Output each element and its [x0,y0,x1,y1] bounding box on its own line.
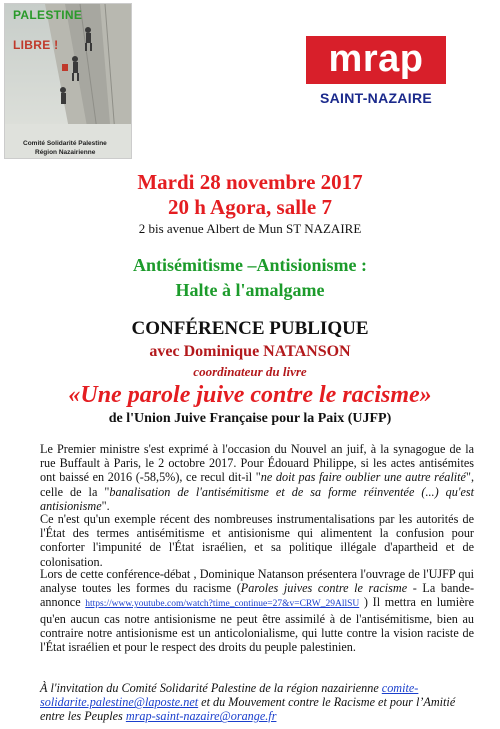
email-link-comite[interactable]: comite-solidarite.palestine@laposte.net [40,681,419,710]
logo-box [306,36,446,84]
footer-invitation [40,681,474,724]
wall-illustration [5,4,132,159]
poster-subtitle-line1: Comité Solidarité Palestine [23,140,107,147]
title-line2: Halte à l'amalgame [175,280,325,300]
logo-city: SAINT-NAZAIRE [319,90,432,106]
event-date: Mardi 28 novembre 2017 [137,170,363,194]
footer-text-a: À l'invitation du Comité Solidarité Palestine de la région nazairienne [40,681,382,695]
poster-title-line1: PALESTINE [13,8,83,22]
p3-text-a: Lors de cette conférence-débat , Dominique Natanson présentera l'ouvrage de l'UJFP qui analyse toutes les formes du racisme ( [40,567,474,596]
speaker-role: coordinateur du livre [193,364,307,379]
p1-text-c: ". [101,498,110,513]
book-title: «Une parole juive contre le racisme» [68,382,432,408]
poster-title-line2: LIBRE ! [13,38,59,52]
trailer-link[interactable]: https://www.youtube.com/watch?time_continue=27&v=CRW_29AllSU [85,599,360,610]
p3-text-b: - La bande-annonce [40,581,475,610]
p1-text-a: Le Premier ministre s'est exprimé à l'occasion du Nouvel an juif, à la synagogue de la rue Buffault à Paris, le 2 octobre 2017. Pour Édouard Philippe, si les actes antisémites ont baissé en 2016 (-58,5%), ce recul dit-il " [40,442,474,485]
event-address: 2 bis avenue Albert de Mun ST NAZAIRE [138,221,362,236]
conference-speaker: avec Dominique NATANSON [149,343,351,360]
poster-subtitle-line2: Région Nazairienne [35,149,96,156]
p3-book-title: Paroles juives contre le racisme [240,581,408,596]
logo-name: mrap [328,38,424,80]
email-link-mrap[interactable]: mrap-saint-nazaire@orange.fr [125,709,277,724]
mrap-logo [300,36,452,110]
paragraph-3 [40,567,474,654]
conference-heading: CONFÉRENCE PUBLIQUE [131,318,369,339]
title-line1: Antisémitisme –Antisionisme : [133,255,367,275]
paragraph-2: Ce n'est qu'un exemple récent des nombreuses instrumentalisations par les autorités de l'État des termes antisémitisme et antisionisme qui alimentent la confusion pour conforter l'impunité de l'État israélien, et sa politique illégale d'apartheid et de colonisation. [40,512,474,569]
event-venue: 20 h Agora, salle 7 [168,195,332,219]
organization: de l'Union Juive Française pour la Paix (UJFP) [108,411,392,426]
p1-quote-1: ne doit pas faire oublier une autre réalité [260,470,466,485]
p1-text-b: ", celle de la " [40,470,474,499]
footer-text-b: et du Mouvement contre le Racisme et pour l’Amitié entre les Peuples [40,695,456,724]
paragraph-1 [40,442,474,513]
p3-text-c: ) Il mettra en lumière qu'en aucun cas notre antisionisme ne peut être assimilé à de l'antisémitisme, bien au contraire notre antisionisme est un anticolonialisme, qui lutte contre la vision raciste de l'État israélien et pour le respect des droits du peuple palestinien. [40,595,474,655]
p1-quote-2: banalisation de l'antisémitisme et de sa forme réinventée (...) qu'est antisionisme [40,484,475,513]
poster-image [4,3,132,159]
